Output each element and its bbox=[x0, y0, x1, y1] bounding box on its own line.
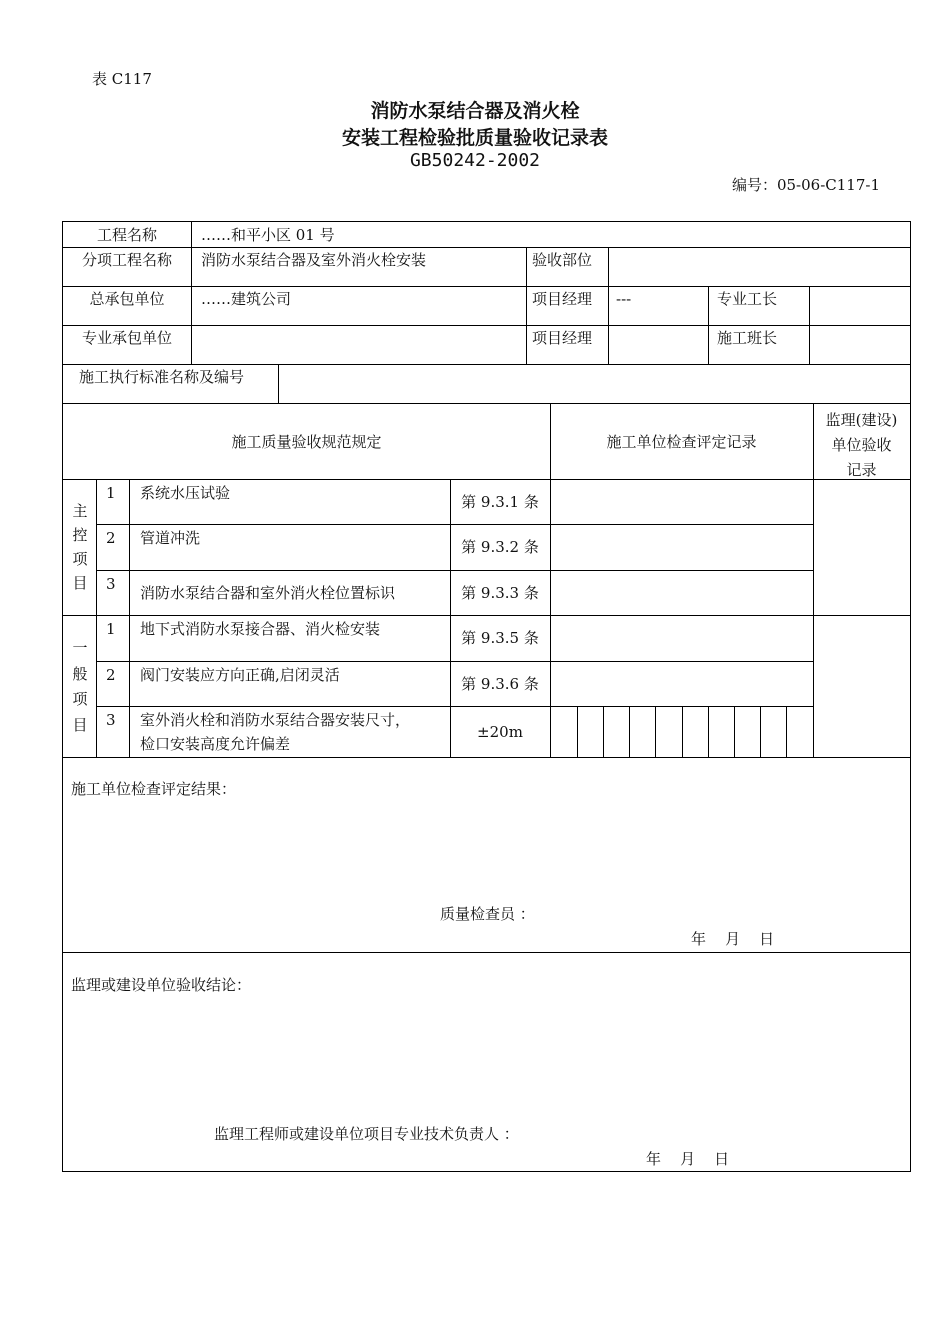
project-manager-value-1[interactable]: --- bbox=[616, 290, 632, 308]
construction-result-date: 年 月 日 bbox=[691, 930, 775, 948]
standard-label: 施工执行标准名称及编号 bbox=[79, 368, 245, 386]
sub-project-value[interactable]: 消防水泵结合器及室外消火栓安装 bbox=[201, 251, 427, 269]
main-items-label-4: 目 bbox=[72, 574, 88, 592]
general-contractor-label: 总承包单位 bbox=[89, 290, 165, 308]
foreman-label: 专业工长 bbox=[717, 290, 778, 308]
check-record-header: 施工单位检查评定记录 bbox=[606, 433, 757, 451]
main-item-1-no: 1 bbox=[106, 484, 116, 502]
main-item-3-no: 3 bbox=[106, 575, 116, 593]
page-title-line1: 消防水泵结合器及消火栓 bbox=[370, 100, 580, 122]
general-item-2-clause: 第 9.3.6 条 bbox=[461, 675, 539, 693]
page-title-line2: 安装工程检验批质量验收记录表 bbox=[341, 127, 608, 149]
main-item-2-text: 管道冲洗 bbox=[140, 529, 201, 547]
general-item-1-clause: 第 9.3.5 条 bbox=[461, 629, 539, 647]
main-item-3-clause: 第 9.3.3 条 bbox=[461, 584, 539, 602]
general-item-3-no: 3 bbox=[106, 711, 116, 729]
supervision-header-line2: 单位验收 bbox=[831, 436, 892, 454]
table-number: 表 C117 bbox=[92, 70, 152, 88]
main-items-label-2: 控 bbox=[72, 526, 88, 544]
main-item-2-clause: 第 9.3.2 条 bbox=[461, 538, 539, 556]
main-items-label-1: 主 bbox=[72, 502, 88, 520]
general-item-1-text: 地下式消防水泵接合器、消火检安装 bbox=[140, 620, 381, 638]
construction-result-label: 施工单位检查评定结果： bbox=[71, 780, 237, 798]
general-item-3-text-line1: 室外消火栓和消防水泵结合器安装尺寸， bbox=[140, 711, 411, 729]
project-manager-label-2: 项目经理 bbox=[532, 329, 593, 347]
general-contractor-value[interactable]: ……建筑公司 bbox=[201, 290, 292, 308]
inspection-form-table bbox=[62, 221, 911, 1172]
supervising-engineer-label: 监理工程师或建设单位项目专业技术负责人 ： bbox=[214, 1125, 519, 1143]
main-item-3-text: 消防水泵结合器和室外消火栓位置标识 bbox=[140, 584, 396, 602]
supervision-header-line1: 监理(建设) bbox=[825, 411, 898, 429]
project-name-label: 工程名称 bbox=[96, 226, 157, 244]
quality-inspector-label: 质量检查员 ： bbox=[440, 905, 535, 923]
general-item-2-text: 阀门安装应方向正确,启闭灵活 bbox=[140, 666, 340, 684]
supervision-header-line3: 记录 bbox=[846, 461, 877, 479]
general-item-1-no: 1 bbox=[106, 620, 116, 638]
general-items-label-3: 项 bbox=[72, 690, 88, 708]
document-number: 编号：05-06-C117-1 bbox=[731, 176, 880, 194]
acceptance-part-label: 验收部位 bbox=[532, 251, 593, 269]
main-items-label-3: 项 bbox=[72, 550, 88, 568]
main-item-2-no: 2 bbox=[106, 529, 116, 547]
project-name-value[interactable]: ……和平小区 01 号 bbox=[201, 226, 335, 244]
supervision-result-label: 监理或建设单位验收结论： bbox=[71, 976, 252, 994]
specialty-contractor-label: 专业承包单位 bbox=[81, 329, 172, 347]
general-items-label-4: 目 bbox=[72, 716, 88, 734]
standard-code: GB50242-2002 bbox=[409, 150, 541, 171]
general-item-3-tolerance: ±20m bbox=[477, 723, 523, 741]
general-item-3-text-line2: 检口安装高度允许偏差 bbox=[140, 735, 291, 753]
general-items-label-2: 般 bbox=[72, 665, 88, 683]
main-item-1-clause: 第 9.3.1 条 bbox=[461, 493, 539, 511]
supervision-result-date: 年 月 日 bbox=[646, 1150, 730, 1168]
team-leader-label: 施工班长 bbox=[717, 329, 778, 347]
project-manager-label-1: 项目经理 bbox=[532, 290, 593, 308]
spec-header: 施工质量验收规范规定 bbox=[231, 433, 382, 451]
general-items-label-1: 一 bbox=[72, 639, 88, 657]
general-item-2-no: 2 bbox=[106, 666, 116, 684]
sub-project-label: 分项工程名称 bbox=[81, 251, 172, 269]
main-item-1-text: 系统水压试验 bbox=[140, 484, 231, 502]
